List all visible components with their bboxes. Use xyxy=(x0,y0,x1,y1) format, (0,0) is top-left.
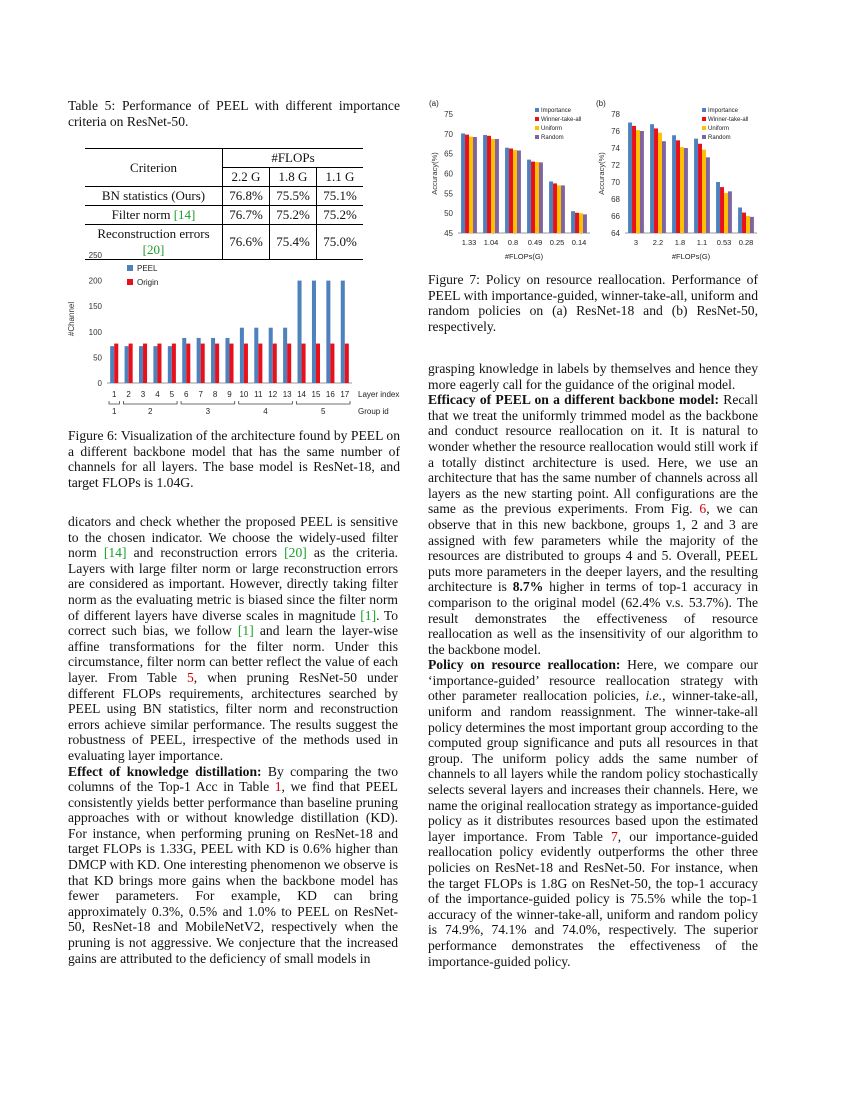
bar-origin xyxy=(316,344,320,383)
bar-uniform xyxy=(579,213,583,233)
citation-link[interactable]: [1] xyxy=(237,623,254,639)
bar-peel xyxy=(110,346,114,383)
x-tick-label: 0.14 xyxy=(571,238,587,247)
legend-swatch xyxy=(127,265,133,271)
y-tick-label: 100 xyxy=(88,327,102,337)
legend-label: Uniform xyxy=(541,126,563,132)
layer-index-label: 2 xyxy=(126,390,131,399)
group-id-axis-label: Group id xyxy=(358,407,389,416)
x-axis-label: #FLOPs(G) xyxy=(671,252,711,261)
bar-importance xyxy=(694,139,698,233)
bar-uniform xyxy=(658,133,662,233)
bar-origin xyxy=(244,344,248,383)
text-segment: Here, we compare our ‘importance-guided’ resource reallocation strategy with other parameter reallocation policies, xyxy=(428,657,758,704)
table5-col: 1.8 G xyxy=(270,168,317,187)
y-axis-label: Accuracy(%) xyxy=(597,152,606,195)
panel-label: (a) xyxy=(429,99,439,108)
layer-index-label: 4 xyxy=(155,390,160,399)
table5-row xyxy=(85,187,363,206)
y-tick-label: 60 xyxy=(444,169,453,179)
bar-peel xyxy=(269,328,273,383)
bar-winner-take-all xyxy=(487,136,491,233)
bar-importance xyxy=(505,148,509,233)
table5-cell: 76.7% xyxy=(223,206,270,225)
bar-origin xyxy=(172,344,176,383)
paragraph-heading: Efficacy of PEEL on a different backbone model: xyxy=(428,392,719,408)
bar-peel xyxy=(182,338,186,383)
table5-cell: 76.6% xyxy=(223,225,270,260)
bar-winner-take-all xyxy=(509,149,513,233)
bar-peel xyxy=(240,328,244,383)
table5-header-criterion: Criterion xyxy=(85,149,223,187)
bar-winner-take-all xyxy=(575,213,579,233)
bar-uniform xyxy=(557,185,561,233)
legend-swatch xyxy=(702,108,706,112)
layer-index-axis-label: Layer index xyxy=(358,390,400,399)
fig7b-chart xyxy=(592,96,762,266)
layer-index-label: 16 xyxy=(325,390,335,399)
bar-peel xyxy=(168,346,172,383)
bar-importance xyxy=(571,211,575,233)
bar-importance xyxy=(716,182,720,233)
legend-label: PEEL xyxy=(137,264,158,273)
legend-swatch xyxy=(702,117,706,121)
right-paragraph-1 xyxy=(428,361,758,392)
layer-index-label: 12 xyxy=(268,390,278,399)
table5-header-flops: #FLOPs xyxy=(223,149,364,168)
fig6-chart xyxy=(62,245,407,420)
y-tick-label: 200 xyxy=(88,276,102,286)
bar-importance xyxy=(549,181,553,233)
bar-random xyxy=(539,162,543,233)
citation-link[interactable]: [14] xyxy=(103,545,127,561)
bar-winner-take-all xyxy=(698,144,702,233)
bar-peel xyxy=(197,338,201,383)
bar-importance xyxy=(738,208,742,234)
table5-row-name: Filter norm [14] xyxy=(111,207,196,222)
legend-swatch xyxy=(702,126,706,130)
bar-peel xyxy=(139,346,143,383)
y-tick-label: 66 xyxy=(611,212,620,221)
legend-label: Random xyxy=(708,135,731,141)
table5-row xyxy=(85,206,363,225)
bar-peel xyxy=(225,338,229,383)
y-tick-label: 76 xyxy=(611,127,620,136)
left-paragraph-2 xyxy=(68,764,398,967)
table5-col: 1.1 G xyxy=(317,168,364,187)
fig7a-chart xyxy=(425,96,595,266)
group-id-label: 5 xyxy=(320,407,326,416)
bar-winner-take-all xyxy=(720,187,724,233)
text-segment: and learn the layer-wise affine transformations for the filter norm. Under this circumstance, filter norm can better reflect the value of each layer. From Table xyxy=(68,623,398,685)
bar-random xyxy=(561,185,565,233)
legend-swatch xyxy=(535,135,539,139)
table5-caption: Table 5: Performance of PEEL with different importance criteria on ResNet-50. xyxy=(68,98,400,129)
bar-uniform xyxy=(469,137,473,233)
x-tick-label: 0.28 xyxy=(738,238,754,247)
paragraph-heading: Effect of knowledge distillation: xyxy=(68,763,262,779)
layer-index-label: 6 xyxy=(184,390,189,399)
bar-winner-take-all xyxy=(742,213,746,233)
y-tick-label: 50 xyxy=(444,209,453,219)
left-paragraph-1 xyxy=(68,514,398,764)
group-bracket xyxy=(123,401,177,404)
y-tick-label: 70 xyxy=(444,129,453,139)
legend-label: Random xyxy=(541,135,564,141)
layer-index-label: 3 xyxy=(140,390,146,399)
bar-random xyxy=(684,148,688,233)
bar-origin xyxy=(330,344,334,383)
layer-index-label: 15 xyxy=(311,390,321,399)
text-segment: , winner-take-all, uniform and random reassignment. The winner-take-all policy determines the most important group according to the computed group significance and puts all resources in that group. The uniform policy adds the same number of channels to all layers while the random policy stochastically selects several layers and increases their channels. Here, we name the original reallocation strategy as importance-guided policy as it distributes resources based upon the estimated layer importance. From Table xyxy=(428,688,759,844)
bar-random xyxy=(517,150,521,233)
y-tick-label: 55 xyxy=(444,189,453,199)
y-tick-label: 50 xyxy=(93,353,102,363)
y-tick-label: 150 xyxy=(88,302,102,312)
bar-peel xyxy=(153,346,157,383)
x-tick-label: 1.1 xyxy=(696,238,708,247)
text-segment: , we find that PEEL consistently yields better performance than baseline pruning approaches with or without knowledge distillation (KD). For instance, when performing pruning on ResNet-18 and target FLOPs is 1.33G, PEEL with KD is 0.6% higher than DMCP with KD. One interesting phenomenon we observe is that KD brings more gains when the backbone model has fewer parameters. For example, KD can bring approximately 0.3%, 0.5% and 1.0% to PEEL on ResNet-50, ResNet-18 and MobileNetV2, respectively when the pruning is not aggressive. We conjecture that the increased gains are attributed to the deficiency of small models in xyxy=(68,779,398,966)
bar-origin xyxy=(186,344,190,383)
bar-winner-take-all xyxy=(465,135,469,233)
text-segment: By comparing the two columns of the Top-1 Acc in Table xyxy=(68,763,399,795)
legend-label: Uniform xyxy=(708,126,730,132)
legend-label: Origin xyxy=(137,278,159,287)
left-column xyxy=(68,514,398,966)
bar-random xyxy=(640,131,644,233)
legend-label: Importance xyxy=(708,108,739,114)
bar-peel xyxy=(211,338,215,383)
table5-cell: 75.1% xyxy=(317,187,364,206)
bar-winner-take-all xyxy=(553,183,557,233)
text-segment: . To correct such bias, we follow xyxy=(68,607,398,639)
bar-uniform xyxy=(724,193,728,233)
group-bracket xyxy=(296,401,350,404)
paragraph-heading: Policy on resource reallocation: xyxy=(428,657,621,673)
legend-swatch xyxy=(535,108,539,112)
bar-peel xyxy=(341,281,345,383)
bar-random xyxy=(495,139,499,233)
text-segment: Recall that we treat the uniformly trimmed model as the backbone and conduct resource reallocation on it. It is natural to wonder whether the resource reallocation would still work if a totally distinct architecture is used. Here, we use an architecture that has the same number of channels across all layers as the new starting point. All configurations are the same as the previous experiments. From Fig. xyxy=(428,392,758,517)
citation-link[interactable]: 1 xyxy=(274,779,282,795)
text-segment: as the criteria. Layers with large filter norm or large reconstruction errors are considered as important. However, directly taking filter norm as the evaluating metric is biased since the filter norm of different layers have diverse scales in magnitude xyxy=(68,545,399,623)
x-axis-label: #FLOPs(G) xyxy=(504,252,544,261)
right-column xyxy=(428,361,758,969)
layer-index-label: 1 xyxy=(111,390,117,399)
bar-random xyxy=(728,191,732,233)
bar-origin xyxy=(230,344,234,383)
bar-winner-take-all xyxy=(531,162,535,233)
group-bracket xyxy=(239,401,293,404)
legend-label: Winner-take-all xyxy=(708,117,749,123)
bar-origin xyxy=(201,344,205,383)
y-tick-label: 65 xyxy=(444,149,453,159)
y-tick-label: 68 xyxy=(611,195,620,204)
bar-peel xyxy=(125,346,129,383)
legend-swatch xyxy=(702,135,706,139)
bar-importance xyxy=(461,133,465,233)
bar-random xyxy=(750,217,754,233)
bar-uniform xyxy=(746,216,750,233)
bar-origin xyxy=(129,344,133,383)
bar-origin xyxy=(273,344,277,383)
group-id-label: 3 xyxy=(205,407,211,416)
bar-uniform xyxy=(513,150,517,233)
legend-label: Importance xyxy=(541,108,572,114)
citation-link[interactable]: [20] xyxy=(284,545,307,561)
y-tick-label: 75 xyxy=(444,110,453,119)
fig6-caption: Figure 6: Visualization of the architecture found by PEEL on a different backbone model that has the same number of channels for all layers. The base model is ResNet-18, and target FLOPs is 1.04G. xyxy=(68,428,400,490)
layer-index-label: 10 xyxy=(239,390,249,399)
text-segment: higher in terms of top-1 accuracy in comparison to the original model (62.4% v.s. 53.7%). The result demonstrates the effectiveness of resource reallocation as well as the insensitivity of our algorithm to the backbone model. xyxy=(428,579,759,657)
x-tick-label: 0.8 xyxy=(507,238,519,247)
bar-origin xyxy=(258,344,262,383)
fig7-caption: Figure 7: Policy on resource reallocation. Performance of PEEL with importance-guided, winner-take-all, uniform and random policies on (a) ResNet-18 and (b) ResNet-50, respectively. xyxy=(428,272,758,334)
table5-cell: 75.4% xyxy=(270,225,317,260)
bar-uniform xyxy=(680,147,684,233)
x-tick-label: 1.8 xyxy=(674,238,686,247)
table5-ref[interactable]: [14] xyxy=(173,207,196,222)
bar-winner-take-all xyxy=(676,140,680,233)
text-segment: , when pruning ResNet-50 under different FLOPs requirements, architectures searched by PEEL using BN statistics, filter norm and reconstruction errors achieve similar performance. The results suggest the robustness of PEEL, irrespective of the methods used in evaluating layer importance. xyxy=(68,669,398,763)
bar-peel xyxy=(312,281,316,383)
y-tick-label: 74 xyxy=(611,144,620,153)
table5-row-name: BN statistics (Ours) xyxy=(101,188,206,203)
layer-index-label: 14 xyxy=(297,390,307,399)
bar-importance xyxy=(628,123,632,234)
bar-importance xyxy=(650,124,654,233)
bar-random xyxy=(583,214,587,233)
group-bracket xyxy=(109,401,119,404)
group-id-label: 1 xyxy=(111,407,117,416)
x-tick-label: 0.49 xyxy=(527,238,543,247)
table5-cell: 75.5% xyxy=(270,187,317,206)
table5-col: 2.2 G xyxy=(223,168,270,187)
bar-origin xyxy=(287,344,291,383)
bar-origin xyxy=(143,344,147,383)
y-tick-label: 72 xyxy=(611,161,620,170)
layer-index-label: 17 xyxy=(340,390,350,399)
layer-index-label: 8 xyxy=(212,390,218,399)
bar-uniform xyxy=(702,150,706,233)
right-paragraph-3 xyxy=(428,657,758,969)
paragraph-heading: 8.7% xyxy=(512,579,544,595)
layer-index-label: 9 xyxy=(227,390,232,399)
x-tick-label: 1.33 xyxy=(461,238,477,247)
right-paragraph-2 xyxy=(428,392,758,657)
text-segment: , our importance-guided reallocation policy evidently outperforms the other three policies on ResNet-18 and ResNet-50. For instance, when the target FLOPs is 1.8G on ResNet-50, the top-1 accuracy of the importance-guided policy is 75.5% while the top-1 accuracy of the winner-take-all, uniform and random policy is 74.9%, 74.1% and 74.0%, respectively. The superior performance demonstrates the effectiveness of the importance-guided policy. xyxy=(428,828,758,969)
bar-random xyxy=(662,141,666,233)
layer-index-label: 13 xyxy=(282,390,292,399)
x-tick-label: 2.2 xyxy=(652,238,664,247)
legend-label: Winner-take-all xyxy=(541,117,582,123)
bar-random xyxy=(706,157,710,233)
y-tick-label: 45 xyxy=(444,229,453,238)
citation-link[interactable]: 7 xyxy=(610,828,618,844)
bar-uniform xyxy=(491,139,495,233)
bar-peel xyxy=(254,328,258,383)
y-tick-label: 0 xyxy=(97,379,102,388)
table5-row-name: Reconstruction errors [20] xyxy=(97,226,210,257)
layer-index-label: 11 xyxy=(254,390,263,399)
layer-index-label: 7 xyxy=(198,390,203,399)
legend-swatch xyxy=(127,279,133,285)
bar-random xyxy=(473,137,477,233)
y-tick-label: 64 xyxy=(611,229,620,238)
bar-winner-take-all xyxy=(632,126,636,233)
table5-ref[interactable]: [20] xyxy=(142,242,165,257)
y-tick-label: 70 xyxy=(611,178,620,187)
citation-link[interactable]: 6 xyxy=(699,501,707,517)
y-tick-label: 250 xyxy=(88,251,102,260)
bar-peel xyxy=(326,281,330,383)
x-tick-label: 0.53 xyxy=(716,238,732,247)
group-bracket xyxy=(181,401,235,404)
bar-importance xyxy=(483,135,487,233)
legend-swatch xyxy=(535,126,539,130)
table5-cell: 75.2% xyxy=(317,206,364,225)
panel-label: (b) xyxy=(596,99,606,108)
bar-origin xyxy=(157,344,161,383)
bar-importance xyxy=(672,135,676,233)
y-axis-label: Accuracy(%) xyxy=(430,152,439,195)
bar-origin xyxy=(302,344,306,383)
citation-link[interactable]: 5 xyxy=(187,669,194,685)
text-segment: i.e. xyxy=(645,688,663,704)
bar-origin xyxy=(215,344,219,383)
bar-peel xyxy=(283,328,287,383)
bar-origin xyxy=(114,344,118,383)
group-id-label: 4 xyxy=(263,407,268,416)
text-segment: and reconstruction errors xyxy=(126,545,285,561)
text-segment: grasping knowledge in labels by themselves and hence they more eagerly call for the guidance of the original model. xyxy=(428,361,758,392)
table5 xyxy=(85,148,363,260)
citation-link[interactable]: [1] xyxy=(360,607,377,623)
table5-cell: 76.8% xyxy=(223,187,270,206)
y-tick-label: 78 xyxy=(611,110,620,119)
bar-peel xyxy=(298,281,302,383)
bar-origin xyxy=(345,344,349,383)
text-segment: dicators and check whether the proposed PEEL is sensitive to the chosen indicator. We choose the widely-used filter norm xyxy=(68,514,398,561)
legend-swatch xyxy=(535,117,539,121)
x-tick-label: 0.25 xyxy=(549,238,565,247)
bar-importance xyxy=(527,160,531,233)
table5-cell: 75.2% xyxy=(270,206,317,225)
table5-cell: 75.0% xyxy=(317,225,364,260)
bar-winner-take-all xyxy=(654,128,658,233)
group-id-label: 2 xyxy=(148,407,153,416)
layer-index-label: 5 xyxy=(169,390,175,399)
y-axis-label: #Channel xyxy=(67,301,76,337)
bar-uniform xyxy=(636,130,640,233)
x-tick-label: 1.04 xyxy=(483,238,499,247)
bar-uniform xyxy=(535,162,539,233)
text-segment: , we can observe that in this new backbone, groups 1, 2 and 3 are assigned with few parameters while the majority of the resources are distributed to groups 4 and 5. Overall, PEEL puts more parameters in the deeper layers, and the resulting architecture is xyxy=(428,501,758,595)
x-tick-label: 3 xyxy=(633,238,639,247)
